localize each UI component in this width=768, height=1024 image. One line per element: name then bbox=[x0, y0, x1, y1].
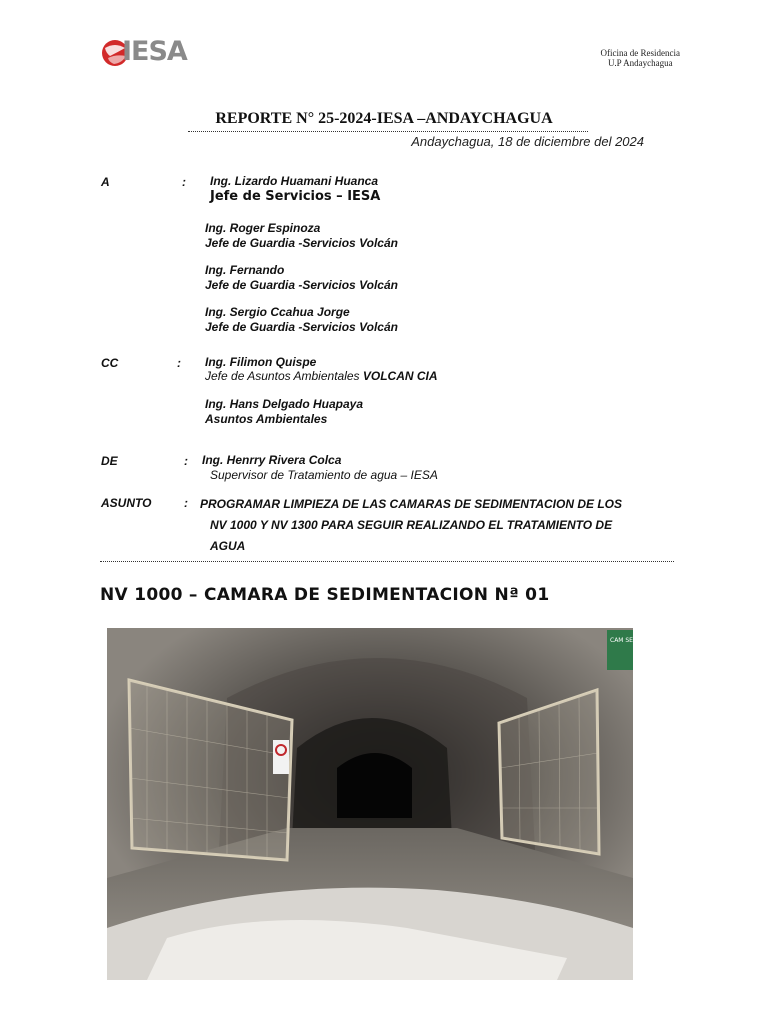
to-name-2: Ing. Roger Espinoza bbox=[205, 221, 321, 235]
chamber-sign-text: CAM SEDIM Nº bbox=[610, 637, 654, 644]
iesa-logo bbox=[100, 36, 200, 70]
from-role: Supervisor de Tratamiento de agua – IESA bbox=[210, 468, 438, 482]
from-name: Ing. Henrry Rivera Colca bbox=[202, 453, 342, 467]
subject-line-1: PROGRAMAR LIMPIEZA DE LAS CAMARAS DE SEDIMENTACION DE LOS bbox=[200, 497, 623, 511]
section-separator bbox=[100, 561, 674, 562]
report-date: Andaychagua, 18 de diciembre del 2024 bbox=[411, 134, 644, 149]
title-underline bbox=[188, 131, 588, 132]
cc-name-1: Ing. Filimon Quispe bbox=[205, 355, 317, 369]
office-line2: U.P Andaychagua bbox=[607, 58, 673, 68]
cc-role-1-prefix: Jefe de Asuntos Ambientales bbox=[205, 369, 363, 383]
subject-text bbox=[200, 494, 680, 557]
cc-colon: : bbox=[177, 356, 181, 370]
office-info bbox=[601, 48, 680, 68]
from-colon: : bbox=[184, 454, 188, 468]
cc-role-1 bbox=[205, 369, 438, 384]
subject-line-2: NV 1000 Y NV 1300 PARA SEGUIR REALIZANDO EL TRATAMIENTO DE bbox=[210, 518, 613, 532]
to-role-3: Jefe de Guardia -Servicios Volcán bbox=[205, 278, 398, 292]
to-name-1: Ing. Lizardo Huamani Huanca bbox=[210, 174, 379, 188]
to-role-2: Jefe de Guardia -Servicios Volcán bbox=[205, 236, 398, 250]
report-title: REPORTE N° 25-2024-IESA –ANDAYCHAGUA bbox=[215, 110, 553, 127]
tunnel-photo bbox=[107, 628, 654, 980]
subject-colon: : bbox=[184, 496, 188, 510]
section-heading: NV 1000 – CAMARA DE SEDIMENTACION Nª 01 bbox=[100, 585, 550, 605]
tunnel-photo-graphic bbox=[107, 628, 654, 980]
subject-label: ASUNTO bbox=[101, 496, 152, 510]
logo-text: IESA bbox=[122, 36, 187, 67]
to-name-3: Ing. Fernando bbox=[205, 263, 285, 277]
from-label: DE bbox=[101, 454, 118, 468]
cc-name-2: Ing. Hans Delgado Huapaya bbox=[205, 397, 364, 411]
cc-label: CC bbox=[101, 356, 119, 370]
to-role-4: Jefe de Guardia -Servicios Volcán bbox=[205, 320, 398, 334]
cc-role-1-company: VOLCAN CIA bbox=[362, 369, 438, 383]
to-label: A bbox=[101, 175, 110, 189]
to-colon: : bbox=[182, 175, 186, 189]
to-role-1: Jefe de Servicios – IESA bbox=[210, 189, 381, 204]
cc-role-2: Asuntos Ambientales bbox=[205, 412, 328, 426]
to-name-4: Ing. Sergio Ccahua Jorge bbox=[205, 305, 350, 319]
office-line1: Oficina de Residencia bbox=[600, 48, 680, 58]
subject-line-3: AGUA bbox=[210, 539, 246, 553]
